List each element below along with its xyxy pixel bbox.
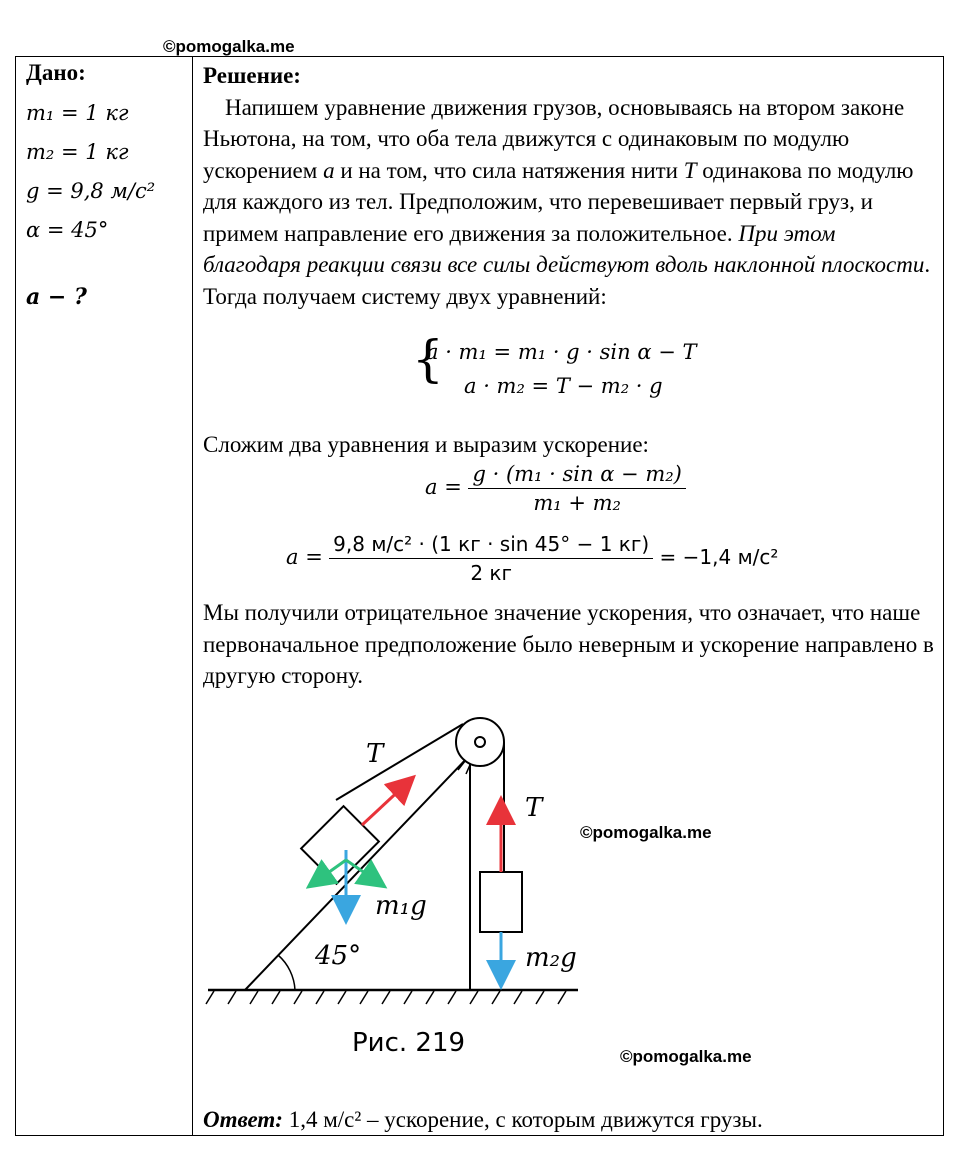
watermark-bottom: ©pomogalka.me bbox=[620, 1047, 752, 1066]
label-angle: 45° bbox=[315, 941, 362, 971]
tension-arrow-m1 bbox=[362, 785, 405, 825]
figure-219 bbox=[200, 700, 590, 1025]
label-T1: T bbox=[366, 739, 384, 769]
watermark-top: ©pomogalka.me bbox=[163, 37, 295, 56]
formula-acceleration bbox=[425, 462, 686, 515]
label-m2g: m₂g bbox=[525, 943, 577, 973]
given-column bbox=[26, 60, 155, 310]
formula-numeric-result: = −1,4 м/с² bbox=[659, 545, 779, 569]
system-equation-2: a · m₂ = T − m₂ · g bbox=[464, 374, 663, 398]
answer-text: 1,4 м/с² – ускорение, с которым движутся грузы. bbox=[282, 1107, 763, 1132]
given-m2: m₂ = 1 кг bbox=[26, 140, 129, 164]
system-equation-1: a · m₁ = m₁ · g · sin α − T bbox=[426, 340, 697, 364]
figure-caption: Рис. 219 bbox=[352, 1028, 466, 1058]
answer-line bbox=[203, 1107, 763, 1133]
block-m1 bbox=[301, 806, 379, 884]
answer-label: Ответ: bbox=[203, 1107, 283, 1132]
solution-paragraph-3: Мы получили отрицательное значение ускорения, что означает, что наше первоначальное предположение было неверным и ускорение направлено в другую сторону. bbox=[203, 600, 934, 688]
given-m1: m₁ = 1 кг bbox=[26, 101, 129, 125]
given-header: Дано: bbox=[26, 60, 86, 85]
system-brace: { bbox=[412, 330, 444, 388]
formula-numeric-numerator: 9,8 м/с² · (1 кг · sin 45° − 1 кг) bbox=[329, 532, 653, 559]
incline-pulley-diagram bbox=[200, 700, 590, 1020]
formula-denominator: m₁ + m₂ bbox=[533, 491, 621, 515]
solution-column bbox=[203, 60, 933, 312]
solution-paragraph-1: Напишем уравнение движения грузов, основываясь на втором законе Ньютона, на том, что оба тела движутся с одинаковым по модулю ускорением a и на том, что сила натяжения нити T одинакова по модулю для каждого из тел. Предположим, что перевешивает первый груз, и примем направление его движения за положительное. При этом благодаря реакции связи все силы действуют вдоль наклонной плоскости. Тогда получаем систему двух уравнений: bbox=[203, 94, 931, 309]
formula-numeric-denominator: 2 кг bbox=[470, 561, 512, 585]
formula-fraction bbox=[468, 462, 685, 515]
formula-numeric-lhs: a = bbox=[286, 545, 323, 569]
block-m2 bbox=[480, 872, 522, 932]
given-alpha: α = 45° bbox=[26, 218, 109, 242]
column-divider bbox=[192, 56, 193, 1136]
angle-arc bbox=[278, 955, 295, 990]
given-g: g = 9,8 м/с² bbox=[26, 179, 156, 203]
given-find: a − ? bbox=[26, 284, 87, 310]
label-m1g: m₁g bbox=[375, 891, 427, 921]
solution-header: Решение: bbox=[203, 63, 301, 88]
watermark-middle: ©pomogalka.me bbox=[580, 823, 712, 842]
label-T2: T bbox=[525, 793, 543, 823]
formula-numeric-fraction bbox=[329, 532, 653, 585]
pulley-axle bbox=[475, 737, 485, 747]
ground-hatching bbox=[206, 991, 566, 1004]
formula-lhs: a = bbox=[425, 475, 462, 499]
formula-numerator: g · (m₁ · sin α − m₂) bbox=[468, 462, 685, 489]
formula-numeric bbox=[286, 532, 778, 585]
solution-paragraph-2: Сложим два уравнения и выразим ускорение: bbox=[203, 432, 649, 457]
